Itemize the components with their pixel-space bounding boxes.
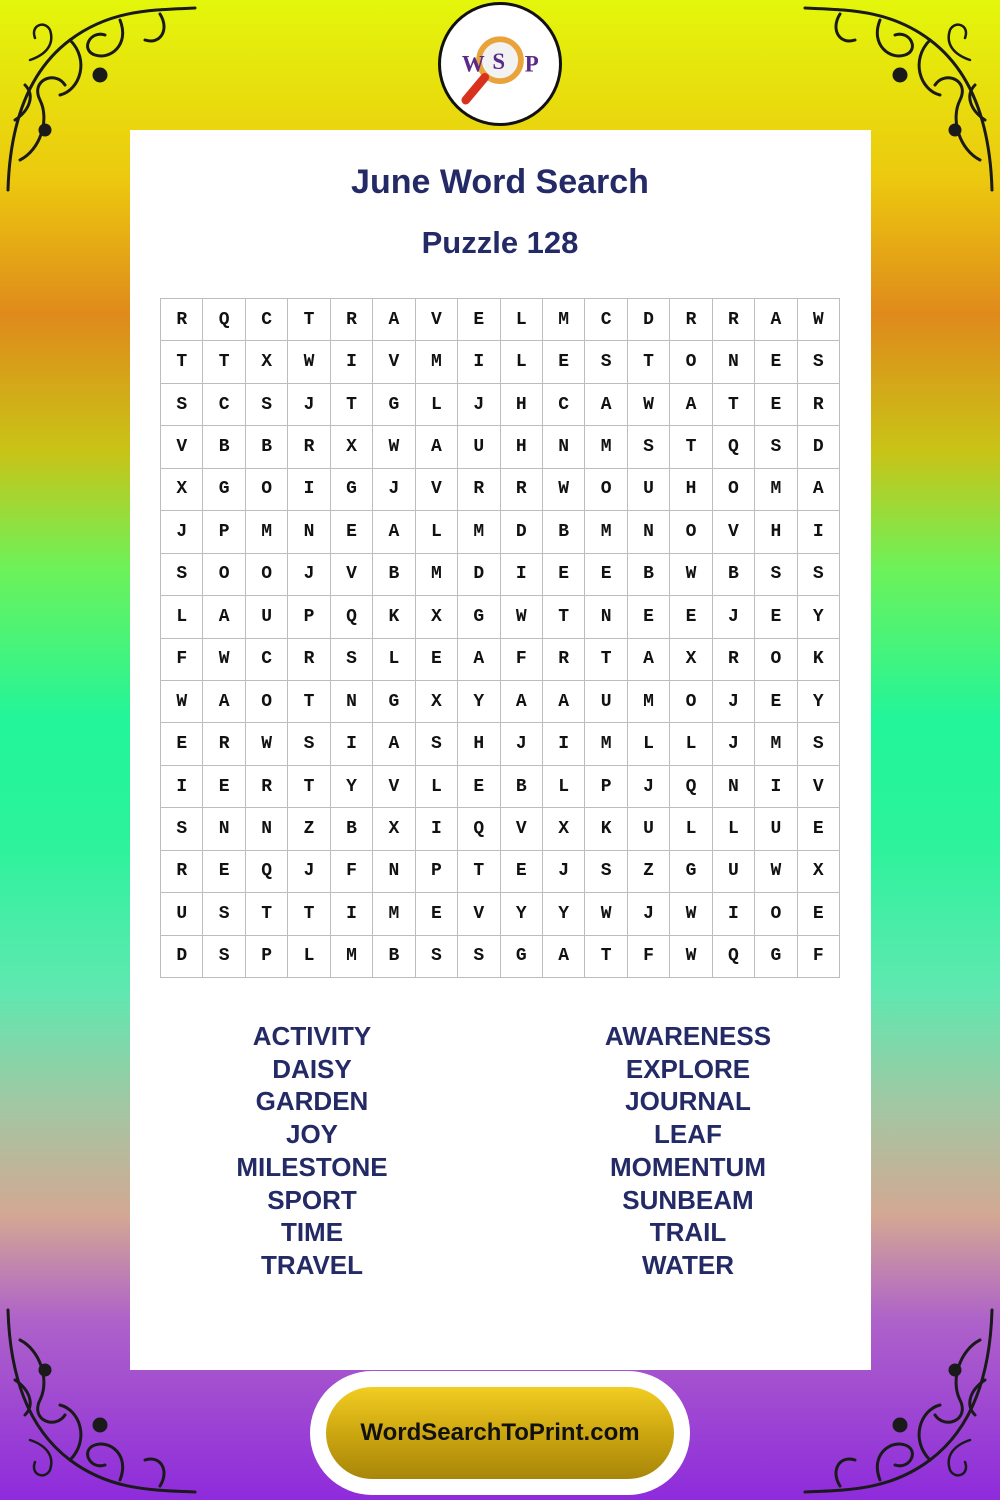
grid-cell[interactable]: A <box>458 639 500 681</box>
grid-cell[interactable]: A <box>798 469 840 511</box>
grid-cell[interactable]: X <box>416 681 458 723</box>
grid-cell[interactable]: E <box>501 851 543 893</box>
grid-cell[interactable]: V <box>416 299 458 341</box>
grid-cell[interactable]: S <box>161 808 203 850</box>
grid-cell[interactable]: F <box>501 639 543 681</box>
grid-cell[interactable]: I <box>331 341 373 383</box>
grid-cell[interactable]: M <box>585 426 627 468</box>
grid-cell[interactable]: Z <box>288 808 330 850</box>
grid-cell[interactable]: K <box>373 596 415 638</box>
grid-cell[interactable]: S <box>585 341 627 383</box>
grid-cell[interactable]: T <box>458 851 500 893</box>
grid-cell[interactable]: J <box>713 723 755 765</box>
grid-cell[interactable]: A <box>543 936 585 978</box>
grid-cell[interactable]: S <box>161 554 203 596</box>
word-list-right <box>538 1020 838 1282</box>
grid-cell[interactable]: G <box>331 469 373 511</box>
grid-cell[interactable]: W <box>755 851 797 893</box>
wsp-logo[interactable] <box>438 2 562 126</box>
grid-cell[interactable]: O <box>670 511 712 553</box>
grid-cell[interactable]: V <box>416 469 458 511</box>
grid-cell[interactable]: J <box>458 384 500 426</box>
grid-cell[interactable]: F <box>331 851 373 893</box>
grid-cell[interactable]: E <box>458 766 500 808</box>
grid-cell[interactable]: M <box>543 299 585 341</box>
grid-cell[interactable]: D <box>628 299 670 341</box>
grid-cell[interactable]: V <box>798 766 840 808</box>
grid-cell[interactable]: D <box>458 554 500 596</box>
grid-cell[interactable]: O <box>755 639 797 681</box>
grid-cell[interactable]: W <box>373 426 415 468</box>
grid-cell[interactable]: J <box>713 681 755 723</box>
grid-cell[interactable]: R <box>288 639 330 681</box>
grid-cell[interactable]: S <box>755 426 797 468</box>
grid-cell[interactable]: U <box>161 893 203 935</box>
grid-cell[interactable]: D <box>501 511 543 553</box>
grid-cell[interactable]: U <box>713 851 755 893</box>
grid-cell[interactable]: X <box>161 469 203 511</box>
grid-cell[interactable]: V <box>331 554 373 596</box>
grid-cell[interactable]: X <box>416 596 458 638</box>
grid-cell[interactable]: O <box>203 554 245 596</box>
grid-cell[interactable]: N <box>543 426 585 468</box>
word-list-item: WATER <box>642 1249 734 1280</box>
grid-cell[interactable]: W <box>161 681 203 723</box>
grid-cell[interactable]: M <box>585 723 627 765</box>
grid-cell[interactable]: I <box>288 469 330 511</box>
grid-cell[interactable]: J <box>628 893 670 935</box>
grid-cell[interactable]: J <box>288 851 330 893</box>
grid-cell[interactable]: M <box>373 893 415 935</box>
grid-cell[interactable]: Y <box>331 766 373 808</box>
grid-cell[interactable]: O <box>246 469 288 511</box>
letter-grid[interactable] <box>160 298 840 978</box>
grid-cell[interactable]: T <box>585 639 627 681</box>
grid-cell[interactable]: R <box>458 469 500 511</box>
grid-cell[interactable]: Q <box>246 851 288 893</box>
grid-cell[interactable]: B <box>331 808 373 850</box>
word-list-item: TIME <box>280 1217 344 1248</box>
grid-cell[interactable]: V <box>161 426 203 468</box>
grid-cell[interactable]: C <box>246 639 288 681</box>
grid-cell[interactable]: W <box>585 893 627 935</box>
grid-cell[interactable]: X <box>246 341 288 383</box>
grid-cell[interactable]: V <box>458 893 500 935</box>
grid-cell[interactable]: R <box>670 299 712 341</box>
grid-cell[interactable]: R <box>543 639 585 681</box>
grid-cell[interactable]: E <box>416 639 458 681</box>
grid-cell[interactable]: J <box>543 851 585 893</box>
grid-cell[interactable]: S <box>798 723 840 765</box>
logo-letter-p: P <box>524 51 539 77</box>
grid-cell[interactable]: W <box>543 469 585 511</box>
grid-cell[interactable]: T <box>585 936 627 978</box>
grid-cell[interactable]: W <box>501 596 543 638</box>
grid-cell[interactable]: S <box>585 851 627 893</box>
grid-cell[interactable]: L <box>670 723 712 765</box>
grid-cell[interactable]: I <box>501 554 543 596</box>
grid-cell[interactable]: O <box>670 341 712 383</box>
grid-cell[interactable]: E <box>203 851 245 893</box>
grid-cell[interactable]: M <box>416 554 458 596</box>
grid-cell[interactable]: A <box>670 384 712 426</box>
grid-cell[interactable]: I <box>416 808 458 850</box>
grid-cell[interactable]: L <box>501 299 543 341</box>
grid-cell[interactable]: T <box>543 596 585 638</box>
word-list-item: SPORT <box>267 1184 357 1215</box>
grid-cell[interactable]: V <box>501 808 543 850</box>
grid-cell[interactable]: O <box>713 469 755 511</box>
grid-cell[interactable]: Y <box>543 893 585 935</box>
grid-cell[interactable]: T <box>161 341 203 383</box>
grid-cell[interactable]: U <box>755 808 797 850</box>
grid-cell[interactable]: I <box>331 723 373 765</box>
grid-cell[interactable]: F <box>798 936 840 978</box>
grid-cell[interactable]: A <box>628 639 670 681</box>
grid-cell[interactable]: G <box>458 596 500 638</box>
grid-cell[interactable]: R <box>161 299 203 341</box>
grid-cell[interactable]: E <box>203 766 245 808</box>
grid-cell[interactable]: E <box>798 893 840 935</box>
word-list-item: ACTIVITY <box>252 1021 372 1051</box>
grid-cell[interactable]: S <box>798 554 840 596</box>
grid-cell[interactable]: L <box>543 766 585 808</box>
grid-cell[interactable]: U <box>246 596 288 638</box>
grid-cell[interactable]: X <box>543 808 585 850</box>
grid-cell[interactable]: B <box>628 554 670 596</box>
puzzle-number: Puzzle 128 <box>421 225 579 260</box>
grid-cell[interactable]: I <box>331 893 373 935</box>
grid-cell[interactable]: J <box>628 766 670 808</box>
grid-cell[interactable]: A <box>373 723 415 765</box>
grid-cell[interactable]: B <box>203 426 245 468</box>
grid-cell[interactable]: M <box>331 936 373 978</box>
grid-cell[interactable]: S <box>458 936 500 978</box>
grid-cell[interactable]: L <box>713 808 755 850</box>
grid-cell[interactable]: W <box>203 639 245 681</box>
grid-cell[interactable]: R <box>501 469 543 511</box>
grid-cell[interactable]: J <box>288 384 330 426</box>
grid-cell[interactable]: I <box>755 766 797 808</box>
grid-cell[interactable]: B <box>501 766 543 808</box>
word-list-item: GARDEN <box>255 1086 369 1117</box>
grid-cell[interactable]: J <box>713 596 755 638</box>
grid-cell[interactable]: W <box>628 384 670 426</box>
word-list-item: JOY <box>285 1119 339 1150</box>
word-list-left <box>162 1020 462 1282</box>
logo-letter-w: W <box>461 51 485 77</box>
grid-cell[interactable]: P <box>416 851 458 893</box>
grid-cell[interactable]: S <box>416 936 458 978</box>
grid-cell[interactable]: A <box>416 426 458 468</box>
grid-cell[interactable]: R <box>331 299 373 341</box>
grid-cell[interactable]: B <box>246 426 288 468</box>
word-list-item: TRAVEL <box>260 1249 364 1280</box>
grid-cell[interactable]: X <box>798 851 840 893</box>
grid-cell[interactable]: O <box>755 893 797 935</box>
grid-cell[interactable]: W <box>670 554 712 596</box>
grid-cell[interactable]: T <box>713 384 755 426</box>
grid-cell[interactable]: A <box>543 681 585 723</box>
grid-cell[interactable]: R <box>203 723 245 765</box>
grid-cell[interactable]: F <box>161 639 203 681</box>
grid-cell[interactable]: T <box>288 299 330 341</box>
grid-cell[interactable]: O <box>246 554 288 596</box>
grid-cell[interactable]: S <box>798 341 840 383</box>
grid-cell[interactable]: Y <box>501 893 543 935</box>
grid-cell[interactable]: U <box>458 426 500 468</box>
word-list-item: MILESTONE <box>236 1151 388 1182</box>
grid-cell[interactable]: T <box>288 893 330 935</box>
grid-cell[interactable]: E <box>161 723 203 765</box>
grid-cell[interactable]: W <box>798 299 840 341</box>
grid-cell[interactable]: D <box>161 936 203 978</box>
grid-cell[interactable]: I <box>713 893 755 935</box>
grid-cell[interactable]: S <box>246 384 288 426</box>
grid-cell[interactable]: Q <box>670 766 712 808</box>
grid-cell[interactable]: P <box>246 936 288 978</box>
logo-letter-s: S <box>492 48 506 74</box>
grid-cell[interactable]: N <box>713 766 755 808</box>
grid-cell[interactable]: Q <box>713 936 755 978</box>
grid-cell[interactable]: S <box>416 723 458 765</box>
grid-cell[interactable]: Q <box>458 808 500 850</box>
grid-cell[interactable]: E <box>331 511 373 553</box>
grid-cell[interactable]: R <box>713 639 755 681</box>
grid-cell[interactable]: I <box>543 723 585 765</box>
grid-cell[interactable]: W <box>288 341 330 383</box>
grid-cell[interactable]: L <box>416 766 458 808</box>
grid-cell[interactable]: N <box>288 511 330 553</box>
grid-cell[interactable]: H <box>458 723 500 765</box>
grid-cell[interactable]: V <box>373 341 415 383</box>
grid-cell[interactable]: L <box>161 596 203 638</box>
grid-cell[interactable]: H <box>501 426 543 468</box>
grid-cell[interactable]: U <box>628 808 670 850</box>
grid-cell[interactable]: S <box>331 639 373 681</box>
site-link[interactable]: WordSearchToPrint.com <box>326 1387 674 1479</box>
grid-cell[interactable]: C <box>246 299 288 341</box>
grid-cell[interactable]: M <box>585 511 627 553</box>
grid-cell[interactable]: V <box>373 766 415 808</box>
grid-cell[interactable]: E <box>543 341 585 383</box>
footer-badge <box>310 1371 690 1495</box>
word-list-item: EXPLORE <box>625 1053 751 1084</box>
grid-cell[interactable]: L <box>373 639 415 681</box>
grid-cell[interactable]: W <box>670 936 712 978</box>
grid-cell[interactable]: E <box>458 299 500 341</box>
grid-cell[interactable]: Y <box>458 681 500 723</box>
grid-cell[interactable]: N <box>331 681 373 723</box>
grid-cell[interactable]: Y <box>798 596 840 638</box>
word-list-item: SUNBEAM <box>622 1184 754 1215</box>
grid-cell[interactable]: L <box>628 723 670 765</box>
grid-cell[interactable]: H <box>501 384 543 426</box>
grid-cell[interactable]: O <box>585 469 627 511</box>
grid-cell[interactable]: D <box>798 426 840 468</box>
grid-cell[interactable]: M <box>458 511 500 553</box>
grid-cell[interactable]: J <box>373 469 415 511</box>
grid-cell[interactable]: E <box>585 554 627 596</box>
grid-cell[interactable]: N <box>628 511 670 553</box>
word-list-item: MOMENTUM <box>610 1151 766 1182</box>
grid-cell[interactable]: R <box>246 766 288 808</box>
word-list-item: AWARENESS <box>604 1021 772 1051</box>
grid-cell[interactable]: K <box>798 639 840 681</box>
grid-cell[interactable]: J <box>288 554 330 596</box>
grid-cell[interactable]: T <box>331 384 373 426</box>
grid-cell[interactable]: B <box>373 936 415 978</box>
grid-cell[interactable]: A <box>585 384 627 426</box>
grid-cell[interactable]: P <box>288 596 330 638</box>
grid-cell[interactable]: T <box>288 766 330 808</box>
grid-cell[interactable]: E <box>416 893 458 935</box>
grid-cell[interactable]: N <box>203 808 245 850</box>
grid-cell[interactable]: R <box>798 384 840 426</box>
grid-cell[interactable]: M <box>755 723 797 765</box>
grid-cell[interactable]: A <box>373 299 415 341</box>
grid-cell[interactable]: F <box>628 936 670 978</box>
grid-cell[interactable]: Q <box>713 426 755 468</box>
grid-cell[interactable]: B <box>373 554 415 596</box>
grid-cell[interactable]: I <box>161 766 203 808</box>
grid-cell[interactable]: O <box>246 681 288 723</box>
grid-cell[interactable]: E <box>798 808 840 850</box>
grid-cell[interactable]: G <box>373 384 415 426</box>
grid-cell[interactable]: A <box>755 299 797 341</box>
grid-cell[interactable]: K <box>585 808 627 850</box>
grid-cell[interactable]: G <box>373 681 415 723</box>
grid-cell[interactable]: C <box>585 299 627 341</box>
grid-cell[interactable]: J <box>501 723 543 765</box>
grid-cell[interactable]: E <box>755 341 797 383</box>
grid-cell[interactable]: C <box>543 384 585 426</box>
grid-cell[interactable]: L <box>501 341 543 383</box>
grid-cell[interactable]: P <box>203 511 245 553</box>
word-list-item: LEAF <box>654 1119 722 1150</box>
grid-cell[interactable]: G <box>203 469 245 511</box>
grid-cell[interactable]: X <box>670 639 712 681</box>
grid-cell[interactable]: A <box>203 596 245 638</box>
word-list-item: JOURNAL <box>625 1086 751 1117</box>
page-title: June Word Search <box>351 163 649 201</box>
grid-cell[interactable]: W <box>670 893 712 935</box>
grid-cell[interactable]: S <box>203 893 245 935</box>
grid-cell[interactable]: Y <box>798 681 840 723</box>
grid-cell[interactable]: A <box>501 681 543 723</box>
grid-cell[interactable]: H <box>755 511 797 553</box>
grid-cell[interactable]: S <box>288 723 330 765</box>
grid-cell[interactable]: G <box>670 851 712 893</box>
grid-cell[interactable]: X <box>331 426 373 468</box>
grid-cell[interactable]: Z <box>628 851 670 893</box>
grid-cell[interactable]: T <box>628 341 670 383</box>
grid-cell[interactable]: H <box>670 469 712 511</box>
grid-cell[interactable]: W <box>246 723 288 765</box>
grid-cell[interactable]: S <box>161 384 203 426</box>
grid-cell[interactable]: B <box>713 554 755 596</box>
word-list-item: TRAIL <box>649 1217 727 1248</box>
grid-cell[interactable]: G <box>501 936 543 978</box>
grid-cell[interactable]: M <box>416 341 458 383</box>
grid-cell[interactable]: P <box>585 766 627 808</box>
grid-cell[interactable]: R <box>161 851 203 893</box>
grid-cell[interactable]: E <box>628 596 670 638</box>
grid-cell[interactable]: E <box>670 596 712 638</box>
grid-cell[interactable]: R <box>713 299 755 341</box>
grid-cell[interactable]: B <box>543 511 585 553</box>
grid-cell[interactable]: J <box>161 511 203 553</box>
grid-cell[interactable]: U <box>628 469 670 511</box>
grid-cell[interactable]: S <box>203 936 245 978</box>
grid-cell[interactable]: E <box>755 596 797 638</box>
grid-cell[interactable]: V <box>713 511 755 553</box>
grid-cell[interactable]: M <box>628 681 670 723</box>
grid-cell[interactable]: A <box>203 681 245 723</box>
grid-cell[interactable]: U <box>585 681 627 723</box>
grid-cell[interactable]: E <box>755 681 797 723</box>
grid-cell[interactable]: N <box>373 851 415 893</box>
grid-cell[interactable]: Q <box>203 299 245 341</box>
grid-cell[interactable]: E <box>755 384 797 426</box>
word-list-item: DAISY <box>272 1053 352 1084</box>
grid-cell[interactable]: N <box>246 808 288 850</box>
grid-cell[interactable]: O <box>670 681 712 723</box>
grid-cell[interactable]: L <box>416 511 458 553</box>
grid-cell[interactable]: E <box>543 554 585 596</box>
grid-cell[interactable]: C <box>203 384 245 426</box>
grid-cell[interactable]: L <box>288 936 330 978</box>
grid-cell[interactable]: L <box>670 808 712 850</box>
grid-cell[interactable]: N <box>585 596 627 638</box>
grid-cell[interactable]: L <box>416 384 458 426</box>
grid-cell[interactable]: X <box>373 808 415 850</box>
grid-cell[interactable]: S <box>628 426 670 468</box>
grid-cell[interactable]: I <box>798 511 840 553</box>
grid-cell[interactable]: A <box>373 511 415 553</box>
grid-cell[interactable]: T <box>288 681 330 723</box>
grid-cell[interactable]: N <box>713 341 755 383</box>
grid-cell[interactable]: S <box>755 554 797 596</box>
grid-cell[interactable]: I <box>458 341 500 383</box>
grid-cell[interactable]: T <box>670 426 712 468</box>
grid-cell[interactable]: R <box>288 426 330 468</box>
grid-cell[interactable]: G <box>755 936 797 978</box>
grid-cell[interactable]: M <box>755 469 797 511</box>
grid-cell[interactable]: T <box>246 893 288 935</box>
grid-cell[interactable]: Q <box>331 596 373 638</box>
grid-cell[interactable]: M <box>246 511 288 553</box>
grid-cell[interactable]: T <box>203 341 245 383</box>
